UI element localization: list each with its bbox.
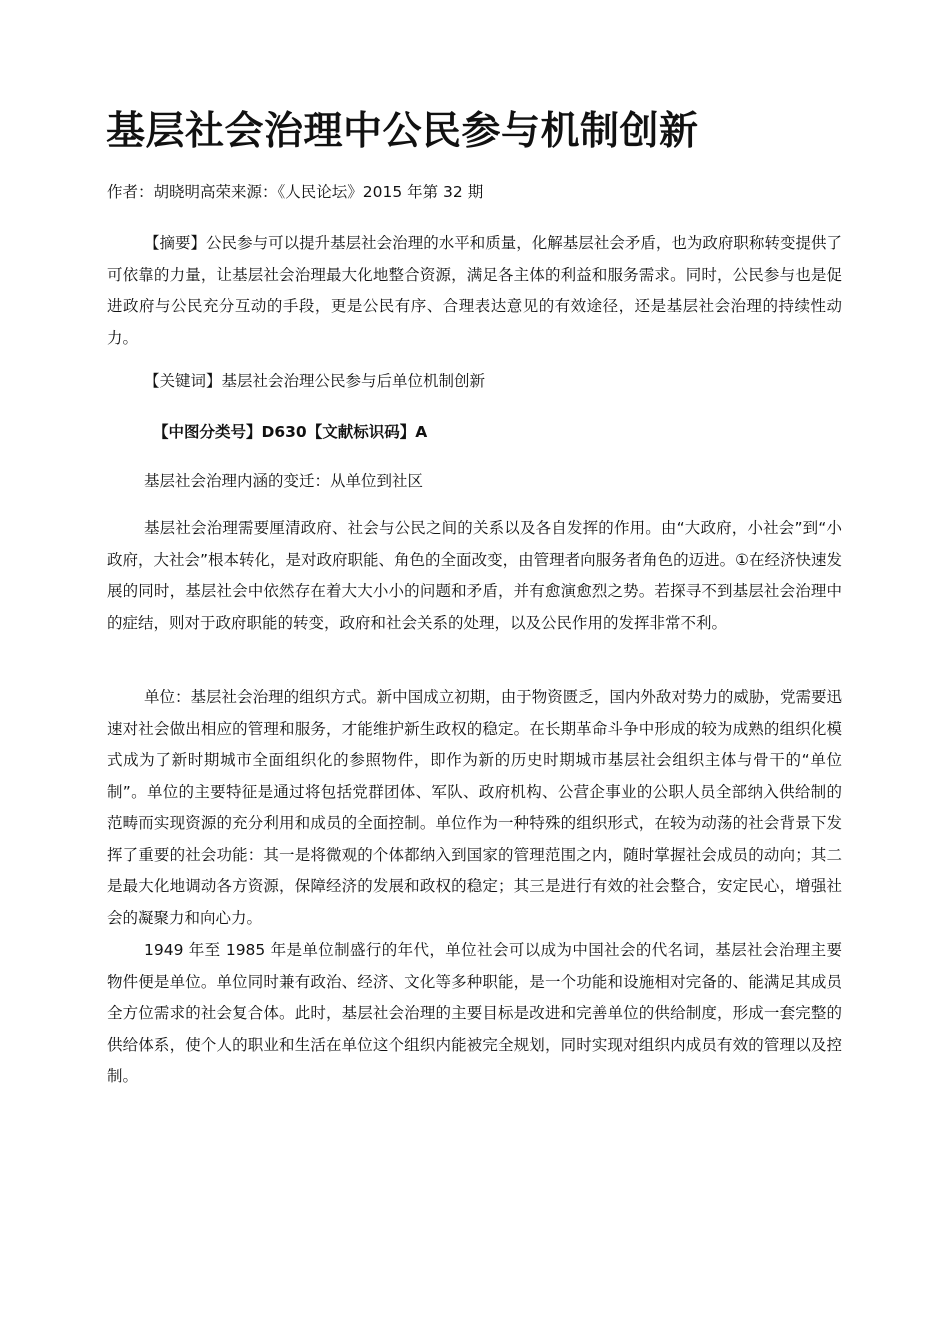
classification-line: 【中图分类号】D630【文献标识码】A: [153, 423, 428, 441]
body-paragraph-2: 单位：基层社会治理的组织方式。新中国成立初期，由于物资匮乏，国内外敌对势力的威胁，党需要迅速对社会做出相应的管理和服务，才能维护新生政权的稳定。在长期革命斗争中形成的较为成熟的组织化模式成为了新时期城市全面组织化的参照物件，即作为新的历史时期城市基层社会组织主体与骨干的“单位制”。单位的主要特征是通过将包括党群团体、军队、政府机构、公营企事业的公职人员全部纳入供给制的范畴而实现资源的充分利用和成员的全面控制。单位作为一种特殊的组织形式，在较为动荡的社会背景下发挥了重要的社会功能：其一是将微观的个体都纳入到国家的管理范围之内，随时掌握社会成员的动向；其二是最大化地调动各方资源，保障经济的发展和政权的稳定；其三是进行有效的社会整合，安定民心，增强社会的凝聚力和向心力。: [107, 688, 842, 927]
abstract-paragraph: 【摘要】公民参与可以提升基层社会治理的水平和质量，化解基层社会矛盾，也为政府职称转变提供了可依靠的力量，让基层社会治理最大化地整合资源，满足各主体的利益和服务需求。同时，公民参与也是促进政府与公民充分互动的手段，更是公民有序、合理表达意见的有效途径，还是基层社会治理的持续性动力。: [107, 234, 842, 347]
body-paragraph-1: 基层社会治理需要厘清政府、社会与公民之间的关系以及各自发挥的作用。由“大政府，小社会”到“小政府，大社会”根本转化，是对政府职能、角色的全面改变，由管理者向服务者角色的迈进。①在经济快速发展的同时，基层社会中依然存在着大大小小的问题和矛盾，并有愈演愈烈之势。若探寻不到基层社会治理中的症结，则对于政府职能的转变，政府和社会关系的处理，以及公民作用的发挥非常不利。: [107, 519, 842, 632]
article-title: 基层社会治理中公民参与机制创新: [106, 109, 699, 154]
article-meta: 作者：胡晓明高荣来源：《人民论坛》2015 年第 32 期: [107, 183, 484, 201]
section-heading: 基层社会治理内涵的变迁：从单位到社区: [144, 472, 424, 490]
keywords-line: 【关键词】基层社会治理公民参与后单位机制创新: [144, 372, 486, 390]
body-paragraph-3: 1949 年至 1985 年是单位制盛行的年代，单位社会可以成为中国社会的代名词，基层社会治理主要物件便是单位。单位同时兼有政治、经济、文化等多种职能，是一个功能和设施相对完备的、能满足其成员全方位需求的社会复合体。此时，基层社会治理的主要目标是改进和完善单位的供给制度，形成一套完整的供给体系，使个人的职业和生活在单位这个组织内能被完全规划，同时实现对组织内成员有效的管理以及控制。: [107, 941, 842, 1085]
